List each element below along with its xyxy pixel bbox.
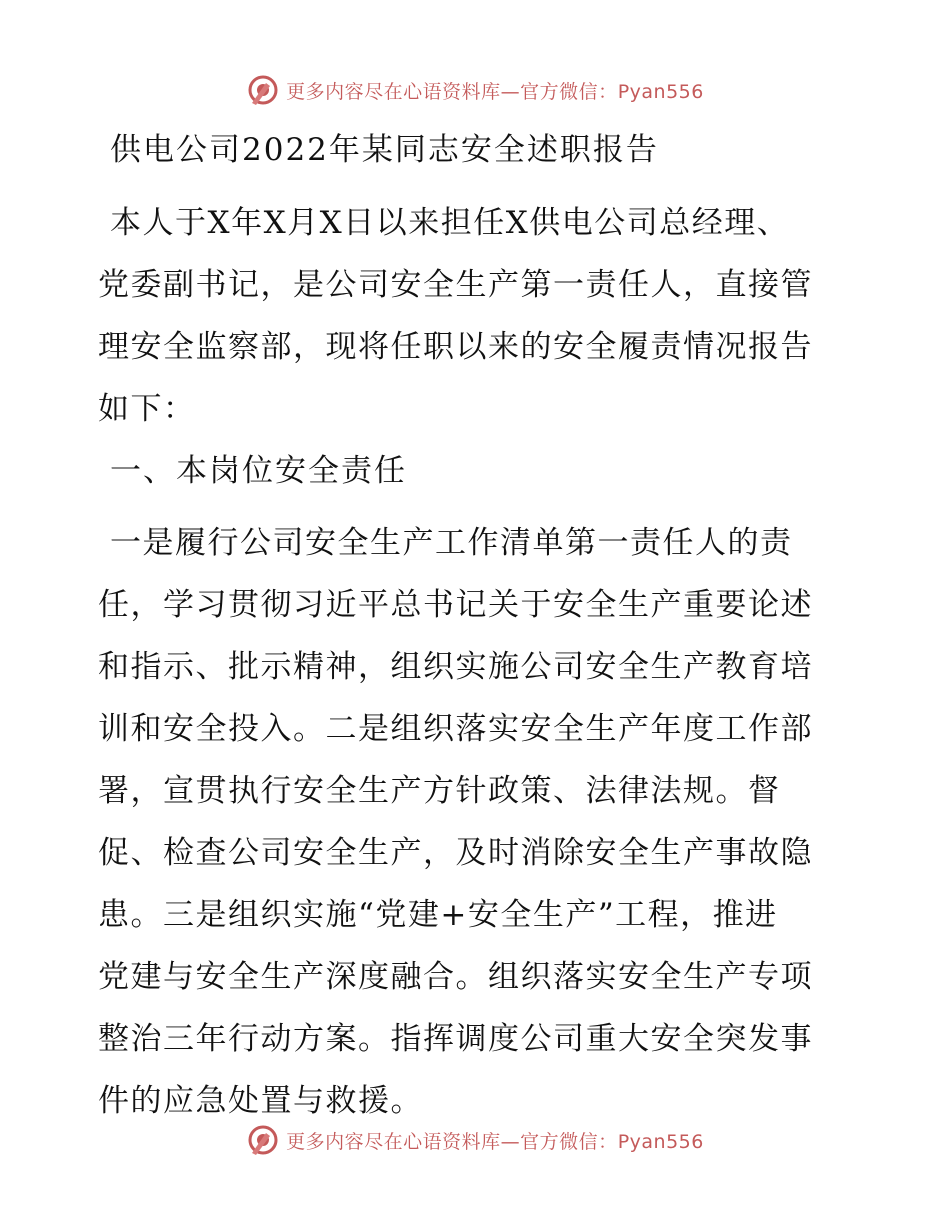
watermark-header [0, 70, 950, 110]
paragraph-line: 一是履行公司安全生产工作清单第一责任人的责 [110, 525, 793, 561]
paragraph-line: 任，学习贯彻习近平总书记关于安全生产重要论述 [98, 587, 813, 623]
paragraph-line: 件的应急处置与救援。 [98, 1083, 423, 1119]
paragraph-line: 如下： [98, 391, 196, 427]
paragraph-line: 理安全监察部，现将任职以来的安全履责情况报告 [98, 329, 813, 365]
paragraph-line: 党委副书记，是公司安全生产第一责任人，直接管 [98, 267, 813, 303]
paragraph-line: 训和安全投入。二是组织落实安全生产年度工作部 [98, 711, 813, 747]
paragraph-line: 患。三是组织实施“党建+安全生产”工程，推进 [98, 897, 778, 933]
section1-paragraph [98, 512, 858, 1132]
watermark-text: 更多内容尽在心语资料库—官方微信：Pyan556 [286, 80, 704, 103]
watermark-text: 更多内容尽在心语资料库—官方微信：Pyan556 [286, 1130, 704, 1153]
paragraph-line: 本人于X年X月X日以来担任X供电公司总经理、 [110, 205, 790, 241]
pen-logo-icon [246, 73, 280, 107]
paragraph-line: 整治三年行动方案。指挥调度公司重大安全突发事 [98, 1021, 813, 1057]
section-heading: 一、本岗位安全责任 [110, 453, 407, 489]
paragraph-line: 和指示、批示精神，组织实施公司安全生产教育培 [98, 649, 813, 685]
watermark-footer [0, 1120, 950, 1160]
paragraph-line: 署，宣贯执行安全生产方针政策、法律法规。督 [98, 773, 781, 809]
document-title: 供电公司2022年某同志安全述职报告 [110, 132, 659, 168]
paragraph-line: 党建与安全生产深度融合。组织落实安全生产专项 [98, 959, 813, 995]
intro-paragraph [98, 192, 858, 440]
pen-logo-icon [246, 1123, 280, 1157]
paragraph-line: 促、检查公司安全生产，及时消除安全生产事故隐 [98, 835, 813, 871]
